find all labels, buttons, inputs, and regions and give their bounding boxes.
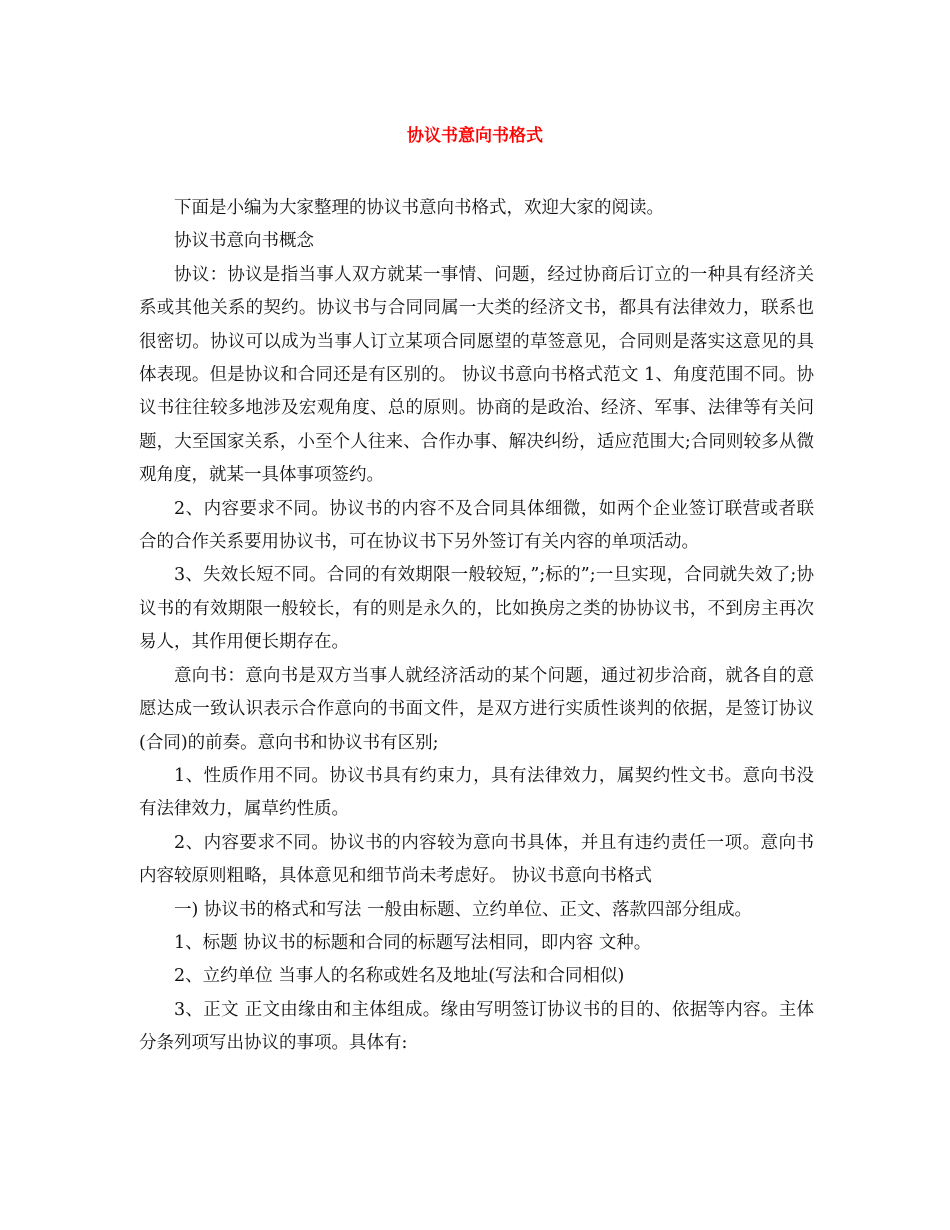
paragraph: 一) 协议书的格式和写法 一般由标题、立约单位、正文、落款四部分组成。 [174, 899, 752, 920]
paragraph: 意向书：意向书是双方当事人就经济活动的某个问题，通过初步洽商，就各自的意愿达成一致认识表示合作意向的书面文件，是双方进行实质性谈判的依据，是签订协议(合同)的前奏。意向书和协议书有区别; [139, 665, 814, 753]
paragraph: 协议：协议是指当事人双方就某一事情、问题，经过协商后订立的一种具有经济关系或其他关系的契约。协议书与合同同属一大类的经济文书，都具有法律效力，联系也很密切。协议可以成为当事人订立某项合同愿望的草签意见，合同则是落实这意见的具体表现。但是协议和合同还是有区别的。 协议书意向书格式范文 1、角度范围不同。协议书往往较多地涉及宏观角度、总的原则。协商的是政治、经济、军事、法律等有关问题，大至国家关系，小至个人往来、合作办事、解决纠纷，适应范围大;合同则较多从微观角度，就某一具体事项签约。 [139, 264, 814, 486]
paragraph: 2、内容要求不同。协议书的内容较为意向书具体，并且有违约责任一项。意向书内容较原则粗略，具体意见和细节尚未考虑好。 协议书意向书格式 [139, 832, 814, 887]
paragraph: 协议书意向书概念 [174, 231, 314, 252]
document-title: 协议书意向书格式 [407, 126, 543, 146]
paragraph: 2、立约单位 当事人的名称或姓名及地址(写法和合同相似) [174, 966, 625, 987]
paragraph: 1、标题 协议书的标题和合同的标题写法相同，即内容 文种。 [174, 932, 652, 953]
paragraph: 3、失效长短不同。合同的有效期限一般较短，”;标的”;一旦实现，合同就失效了;协议书的有效期限一般较长，有的则是永久的，比如换房之类的协协议书，不到房主再次易人，其作用便长期存在。 [139, 565, 814, 653]
paragraph: 下面是小编为大家整理的协议书意向书格式，欢迎大家的阅读。 [174, 198, 664, 218]
paragraph: 1、性质作用不同。协议书具有约束力，具有法律效力，属契约性文书。意向书没有法律效力，属草约性质。 [139, 765, 814, 820]
paragraph: 3、正文 正文由缘由和主体组成。缘由写明签订协议书的目的、依据等内容。主体分条列项写出协议的事项。具体有: [139, 999, 814, 1054]
paragraph: 2、内容要求不同。协议书的内容不及合同具体细微，如两个企业签订联营或者联合的合作关系要用协议书，可在协议书下另外签订有关内容的单项活动。 [139, 498, 814, 553]
document-body [139, 192, 814, 1061]
